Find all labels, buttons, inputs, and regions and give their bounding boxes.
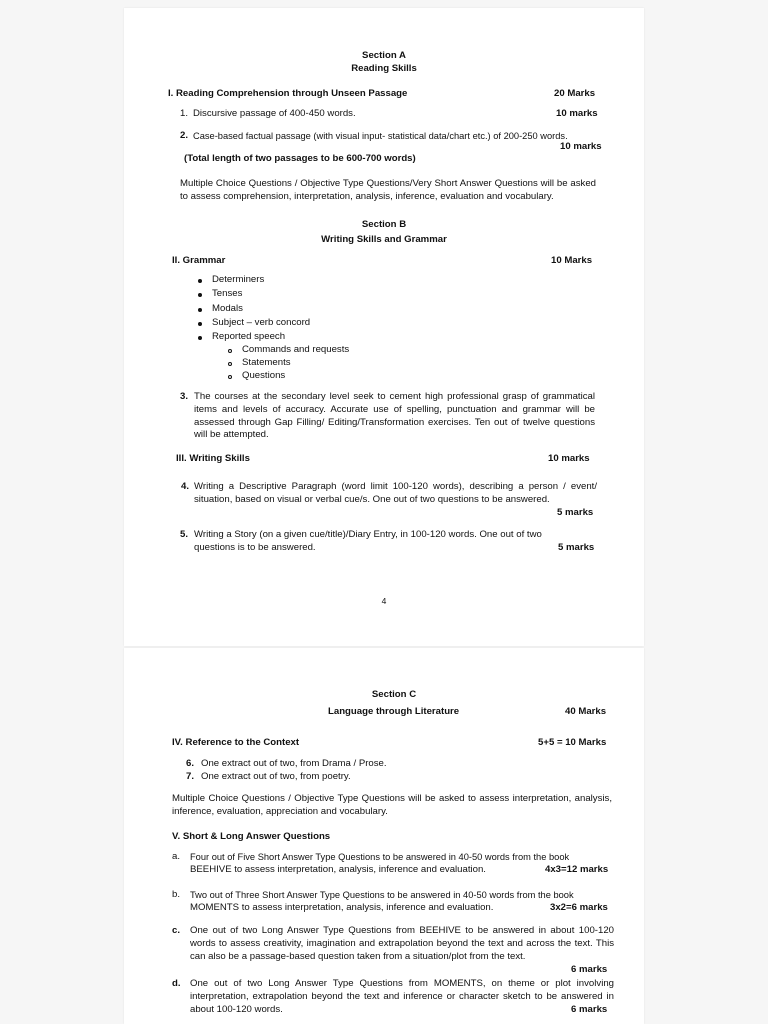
bullet-icon: [198, 336, 202, 340]
item1-text: Discursive passage of 400-450 words.: [193, 108, 356, 119]
writing-heading: III. Writing Skills: [176, 453, 250, 464]
item5-text-line1: Writing a Story (on a given cue/title)/Diary Entry, in 100-120 words. One out of two: [194, 529, 542, 540]
reading-heading: I. Reading Comprehension through Unseen Passage: [168, 88, 408, 99]
item4-marks: 5 marks: [557, 507, 594, 518]
bullet-icon: [198, 322, 202, 326]
grammar-topic: Determiners: [212, 274, 265, 285]
reading-marks: 20 Marks: [554, 88, 596, 99]
grammar-topic: Tenses: [212, 288, 243, 299]
item-a-text-line2: BEEHIVE to assess interpretation, analysis, inference and evaluation.: [190, 864, 486, 875]
item-c-label: c.: [172, 925, 181, 936]
item3-number: 3.: [180, 391, 189, 402]
reported-speech-subtopic: Statements: [242, 357, 291, 368]
section-c-marks: 40 Marks: [565, 706, 607, 717]
section-c-title: Section C: [371, 689, 417, 700]
item-c-text: One out of two Long Answer Type Questions from BEEHIVE to be answered in about 100-120 words to assess creativity, imagination and extrapolation beyond the text and across the text. This can also be a passage-based question taken from a situation/plot from the text.: [190, 925, 614, 962]
item1-marks: 10 marks: [556, 108, 598, 119]
reference-marks: 5+5 = 10 Marks: [538, 737, 607, 748]
item-d-label: d.: [172, 978, 181, 989]
item-a-text-line1: Four out of Five Short Answer Type Questions to be answered in 40-50 words from the book: [190, 852, 570, 862]
item-d-text: One out of two Long Answer Type Questions from MOMENTS, on theme or plot involving interpretation, extrapolation beyond the text and inference or character sketch to be answered in about 100-120 words.: [190, 978, 614, 1015]
item6-text: One extract out of two, from Drama / Prose.: [201, 758, 387, 769]
item4-number: 4.: [181, 481, 190, 492]
document-page-2: [124, 648, 644, 1024]
item5-number: 5.: [180, 529, 189, 540]
grammar-topic: Modals: [212, 303, 243, 314]
section-a-title: Section A: [362, 50, 406, 61]
bullet-icon: [198, 279, 202, 283]
item6-number: 6.: [186, 758, 195, 769]
circle-bullet-icon: [228, 349, 232, 353]
item2-text: Case-based factual passage (with visual input- statistical data/chart etc.) of 200-250 words.: [193, 131, 568, 141]
grammar-marks: 10 Marks: [551, 255, 593, 266]
item-b-label: b.: [172, 889, 181, 900]
reported-speech-subtopic: Questions: [242, 370, 286, 381]
section-c-subtitle: Language through Literature: [328, 706, 460, 717]
circle-bullet-icon: [228, 375, 232, 379]
reported-speech-subtopic: Commands and requests: [242, 344, 350, 355]
circle-bullet-icon: [228, 362, 232, 366]
item-a-marks: 4x3=12 marks: [545, 864, 609, 875]
item7-number: 7.: [186, 771, 195, 782]
item-b-text-line2: MOMENTS to assess interpretation, analysis, inference and evaluation.: [190, 902, 494, 913]
item5-marks: 5 marks: [558, 542, 595, 553]
section-b-subtitle: Writing Skills and Grammar: [321, 234, 447, 245]
bullet-icon: [198, 308, 202, 312]
item7-text: One extract out of two, from poetry.: [201, 771, 351, 782]
section-b-title: Section B: [361, 219, 407, 230]
document-page-1: [124, 8, 644, 646]
grammar-topic: Subject – verb concord: [212, 317, 311, 328]
total-length-note: (Total length of two passages to be 600-700 words): [184, 153, 416, 164]
item-a-label: a.: [172, 851, 181, 862]
item2-number: 2.: [180, 130, 189, 141]
item4-text: Writing a Descriptive Paragraph (word limit 100-120 words), describing a person / event/ situation, based on visual or verbal cue/s. One out of two questions to be answered.: [194, 481, 597, 505]
item1-number: 1.: [180, 108, 189, 119]
writing-marks: 10 marks: [548, 453, 590, 464]
item5-text-line2: questions is to be answered.: [194, 542, 316, 553]
reference-heading: IV. Reference to the Context: [172, 737, 300, 748]
item2-marks: 10 marks: [560, 141, 602, 152]
short-long-heading: V. Short & Long Answer Questions: [172, 831, 331, 842]
grammar-heading: II. Grammar: [172, 255, 226, 266]
bullet-icon: [198, 293, 202, 297]
item-d-marks: 6 marks: [571, 1004, 608, 1015]
reference-paragraph: Multiple Choice Questions / Objective Type Questions will be asked to assess interpretation, analysis, inference, evaluation, appreciation and vocabulary.: [172, 793, 612, 817]
section-a-subtitle: Reading Skills: [351, 63, 417, 74]
item3-text: The courses at the secondary level seek to cement high professional grasp of grammatical items and levels of accuracy. Accurate use of spelling, punctuation and grammar will be assessed through Gap Filling/ Editing/Transformation exercises. Ten out of twelve questions will be attempted.: [194, 391, 595, 441]
reading-paragraph: Multiple Choice Questions / Objective Type Questions/Very Short Answer Questions will be asked to assess comprehension, interpretation, analysis, inference, evaluation and vocabulary.: [180, 178, 596, 202]
item-c-marks: 6 marks: [571, 964, 608, 975]
item-b-text-line1: Two out of Three Short Answer Type Questions to be answered in 40-50 words from the book: [190, 890, 574, 900]
grammar-topic: Reported speech: [212, 331, 286, 342]
item-b-marks: 3x2=6 marks: [550, 902, 608, 913]
page-number: 4: [381, 596, 387, 606]
